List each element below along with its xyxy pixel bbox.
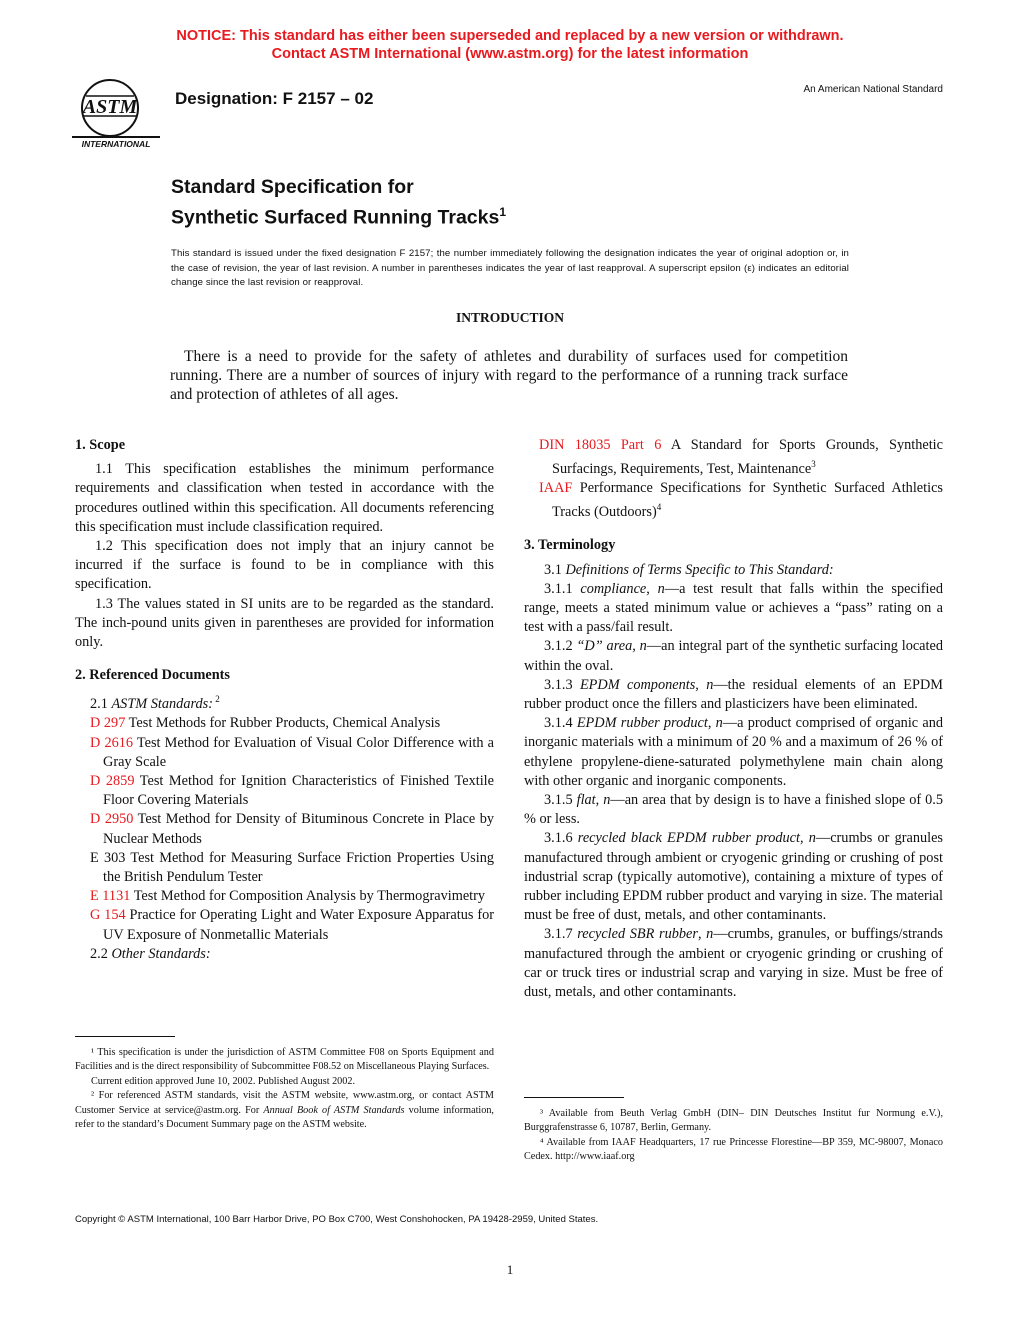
footnote-divider <box>524 1097 624 1098</box>
reference-link[interactable]: D 2950 <box>90 811 134 828</box>
reference-item: D 2859 Test Method for Ignition Characteristics of Finished Textile Floor Covering Materials <box>90 773 494 809</box>
reference-item: G 154 Practice for Operating Light and Water Exposure Apparatus for UV Exposure of Nonmetallic Materials <box>90 907 494 943</box>
definitions-label: 3.1 Definitions of Terms Specific to This Standard: <box>544 561 834 578</box>
definition-item: 3.1.1 compliance, n—a test result that falls within the specified range, meets a stated minimum value or achieves a “pass” rating on a test with a pass/fail result. <box>524 580 943 636</box>
footnote-4: ⁴ Available from IAAF Headquarters, 17 rue Princesse Florestine—BP 359, MC-98007, Monaco Cedex. http://www.iaaf.org <box>524 1136 943 1163</box>
reference-item: E 1131 Test Method for Composition Analysis by Thermogravimetry <box>90 888 486 905</box>
reference-item: IAAF Performance Specifications for Synthetic Surfaced Athletics Tracks (Outdoors)$^4$ <box>539 480 943 521</box>
title-footnote-mark: 1 <box>499 205 507 219</box>
reference-link[interactable]: D 2616 <box>90 734 134 751</box>
scope-1-2: 1.2 This specification does not imply that an injury cannot be incurred if the surface is found to be in compliance with this specification. <box>75 538 494 593</box>
designation: Designation: F 2157 – 02 <box>175 89 374 108</box>
footnote-divider <box>75 1036 175 1037</box>
reference-link[interactable]: D 297 <box>90 715 126 732</box>
definition-item: 3.1.2 “D” area, n—an integral part of the synthetic surfacing located within the oval. <box>524 638 943 674</box>
definition-item: 3.1.4 EPDM rubber product, n—a product comprised of organic and inorganic materials with a minimum of 20 % and a maximum of 26 % of ethylene propylene-diene-saturated polymethylene main chain along with other organic and inorganic components. <box>524 715 944 789</box>
footnotes-right <box>524 1107 943 1165</box>
footnotes-left <box>75 1046 494 1132</box>
introduction-text: There is a need to provide for the safety of athletes and durability of surfaces used for competition running. There are a number of sources of injury with regard to the performance of a running track surface and protection of athletes of all ages. <box>170 348 848 403</box>
scope-1-3: 1.3 The values stated in SI units are to be regarded as the standard. The inch-pound units given in parentheses are provided for information only. <box>75 595 494 651</box>
american-national-standard-label: An American National Standard <box>803 84 943 95</box>
notice-line-1: NOTICE: This standard has either been superseded and replaced by a new version or withdrawn. <box>176 28 844 44</box>
definition-item: 3.1.5 flat, n—an area that by design is to have a finished slope of 0.5 % or less. <box>524 791 943 828</box>
logo-subtext: INTERNATIONAL <box>81 139 151 149</box>
reference-item: DIN 18035 Part 6 A Standard for Sports Grounds, Synthetic Surfacings, Requirements, Test, Maintenance$^3$ <box>539 437 943 477</box>
logo-text: ASTM <box>82 96 138 118</box>
document-title <box>171 175 506 231</box>
reference-link[interactable]: IAAF <box>539 480 573 497</box>
terminology-heading: 3. Terminology <box>524 537 616 554</box>
astm-logo <box>68 76 164 152</box>
footnote-2: ² For referenced ASTM standards, visit the ASTM website, www.astm.org, or contact ASTM Customer Service at service@astm.org. For Annual Book of ASTM Standards volume information, refer to the standard’s Document Summary page on the ASTM website. <box>75 1090 494 1131</box>
right-column <box>524 436 943 1002</box>
reference-code: E 303 <box>90 849 126 866</box>
left-column <box>75 436 494 964</box>
issuance-note: This standard is issued under the fixed designation F 2157; the number immediately following the designation indicates the year of original adoption or, in the case of revision, the year of last revision. A number in parentheses indicates the year of last reapproval. A superscript epsilon (ε) indicates an editorial change since the last revision or reapproval. <box>171 248 849 288</box>
reference-link[interactable]: D 2859 <box>90 773 135 790</box>
reference-item: D 2616 Test Method for Evaluation of Visual Color Difference with a Gray Scale <box>90 734 494 770</box>
reference-link[interactable]: DIN 18035 Part 6 <box>539 437 662 453</box>
other-standards-label: 2.2 Other Standards: <box>90 945 211 962</box>
reference-item: D 297 Test Methods for Rubber Products, Chemical Analysis <box>90 715 441 732</box>
title-line-1: Standard Specification for <box>171 176 414 198</box>
page-number: 1 <box>506 1262 514 1277</box>
footnote-1: ¹ This specification is under the jurisdiction of ASTM Committee F08 on Sports Equipment and Facilities and is the direct responsibility of Subcommittee F08.52 on Miscellaneous Playing Surfaces. <box>75 1047 494 1073</box>
referenced-documents-heading: 2. Referenced Documents <box>75 667 230 684</box>
footnote-1-edition: Current edition approved June 10, 2002. Published August 2002. <box>91 1075 356 1087</box>
title-line-2: Synthetic Surfaced Running Tracks <box>171 206 500 229</box>
definition-item: 3.1.6 recycled black EPDM rubber product, n—crumbs or granules manufactured through ambient or cryogenic grinding or crushing of post industrial scrap (typically automotive), containing a mixture of types of rubber including EPDM rubber product and varying in size. The material must be free of dust, metals, and other contaminants. <box>524 830 943 924</box>
reference-item: D 2950 Test Method for Density of Bituminous Concrete in Place by Nuclear Methods <box>90 811 494 847</box>
reference-link[interactable]: E 1131 <box>90 888 131 905</box>
scope-heading: 1. Scope <box>75 437 126 453</box>
definition-item: 3.1.3 EPDM components, n—the residual elements of an EPDM rubber product once the fillers and plasticizers have been eliminated. <box>524 676 943 712</box>
copyright-line: Copyright © ASTM International, 100 Barr Harbor Drive, PO Box C700, West Conshohocken, PA 19428-2959, United States. <box>75 1214 599 1225</box>
definition-item: 3.1.7 recycled SBR rubber, n—crumbs, granules, or buffings/strands manufactured through the ambient or cryogenic grinding or crushing of car or truck tires or industrial scrap and varying in size. Must be free of dust, metals, and other contaminants. <box>524 926 943 1001</box>
notice-banner <box>0 27 1020 63</box>
reference-link[interactable]: G 154 <box>90 907 126 924</box>
footnote-3: ³ Available from Beuth Verlag GmbH (DIN– DIN Deutsches Institut fur Normung e.V.), Burggrafenstrasse 6, 10787, Berlin, Germany. <box>524 1108 943 1134</box>
astm-standards-label: 2.1 ASTM Standards: $^2$ <box>90 694 220 713</box>
scope-1-1: 1.1 This specification establishes the minimum performance requirements and classification when tested in accordance with the procedures outlined within this specification. All documents referencing this specification must include classification required. <box>75 461 494 535</box>
introduction-heading: INTRODUCTION <box>455 310 564 325</box>
reference-item: E 303 Test Method for Measuring Surface Friction Properties Using the British Pendulum Tester <box>90 849 494 886</box>
notice-line-2: Contact ASTM International (www.astm.org) for the latest information <box>271 46 749 62</box>
